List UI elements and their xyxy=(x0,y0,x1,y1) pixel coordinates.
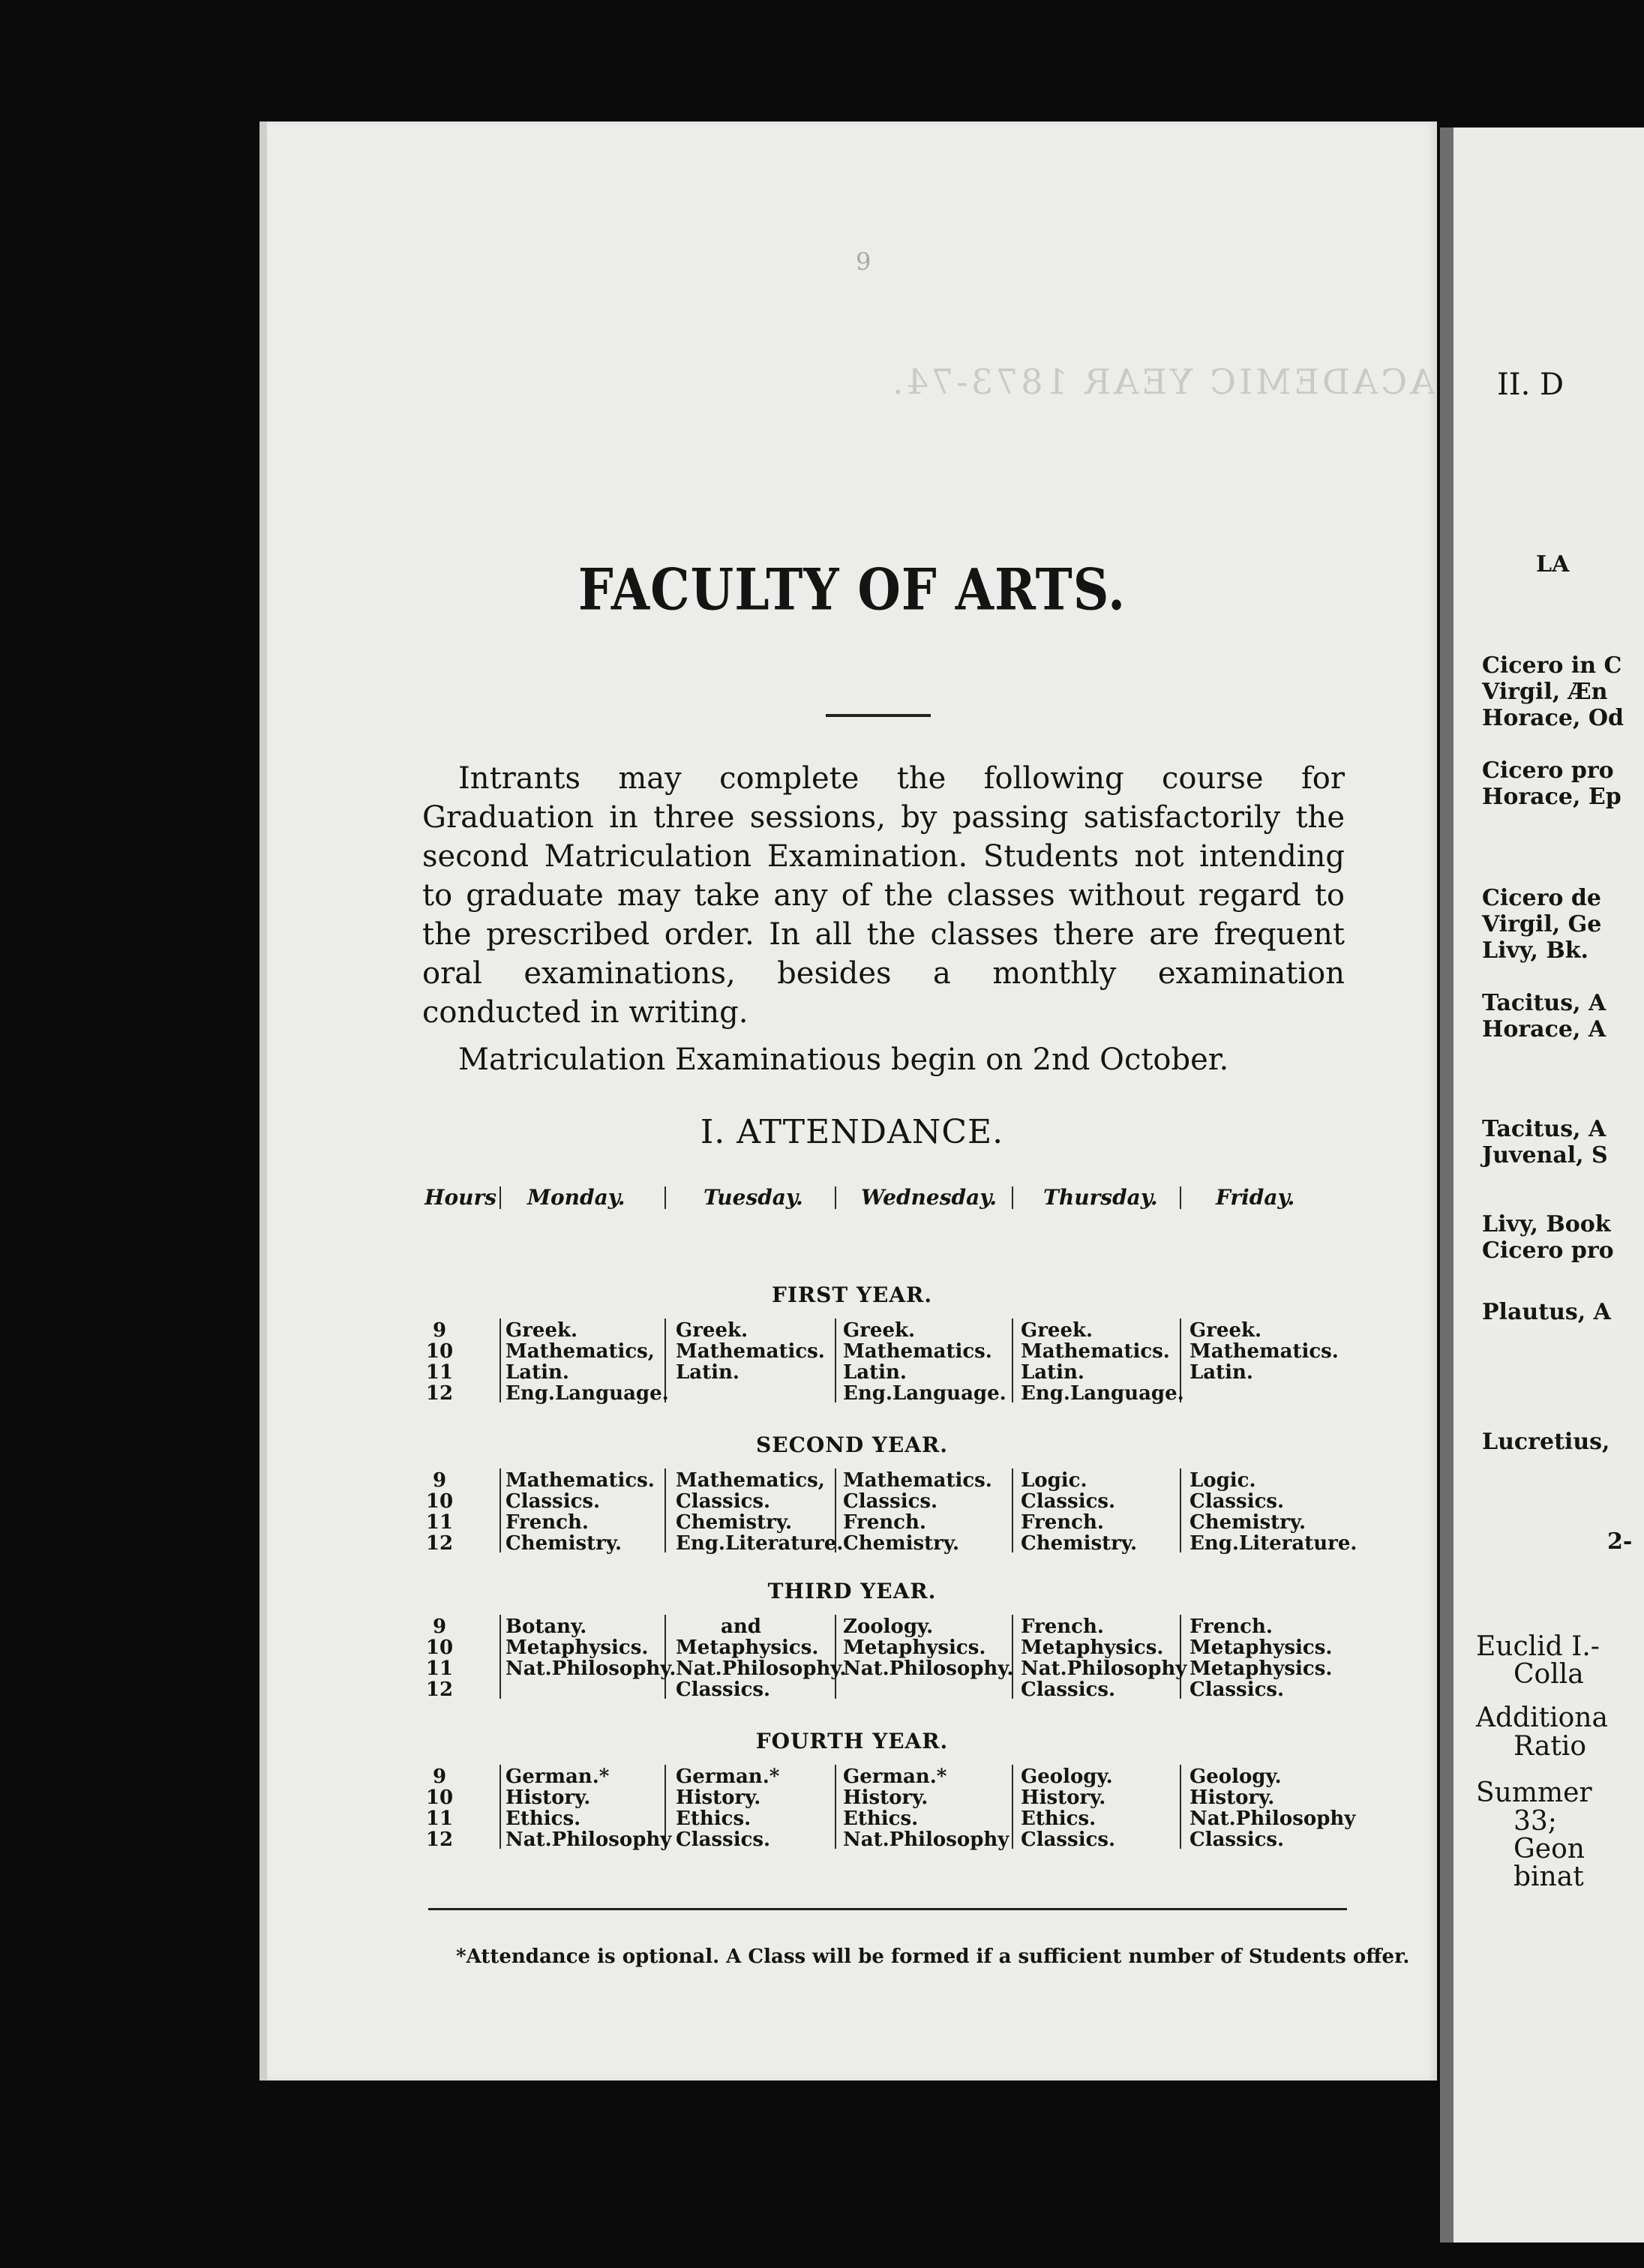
timetable-cell: Classics. xyxy=(1021,1490,1116,1513)
day-header-tuesday: Tuesday. xyxy=(704,1185,803,1210)
header-divider xyxy=(664,1186,666,1209)
timetable-cell: Mathematics. xyxy=(1190,1340,1339,1363)
column-divider xyxy=(1180,1615,1181,1699)
table-bottom-rule xyxy=(428,1908,1347,1910)
timetable-cell: Classics. xyxy=(676,1678,771,1701)
hour-label: 11 xyxy=(425,1808,454,1830)
timetable-cell: Greek. xyxy=(676,1319,748,1342)
timetable-cell: Metaphysics. xyxy=(1021,1636,1164,1659)
column-divider xyxy=(500,1765,501,1849)
adjacent-line: Virgil, Ge xyxy=(1482,911,1602,938)
timetable-cell: Zoology. xyxy=(843,1616,934,1638)
timetable-cell: Nat.Philosophy. xyxy=(843,1658,1014,1680)
timetable-cell: Greek. xyxy=(1190,1319,1262,1342)
timetable-cell: Metaphysics. xyxy=(1190,1636,1333,1659)
column-divider xyxy=(500,1318,501,1402)
timetable-cell: Geology. xyxy=(1021,1766,1113,1788)
hours-header: Hours xyxy=(424,1185,497,1210)
attendance-timetable xyxy=(267,122,1437,2080)
intro-text: Intrants may complete the following course for Graduation in three sessions, by passing satisfactorily the second Matriculation Examination. Students not intending to graduate may take any of the classes without regard to the prescribed order. In all the classes there are frequent oral examinations, besides a monthly examination conducted in writing. xyxy=(422,761,1345,1030)
hour-label: 10 xyxy=(425,1636,454,1659)
adjacent-line: Horace, A xyxy=(1482,1016,1606,1042)
hour-label: 12 xyxy=(425,1382,454,1405)
timetable-cell: Latin. xyxy=(676,1361,740,1384)
header-divider xyxy=(835,1186,836,1209)
adjacent-line: Tacitus, A xyxy=(1482,990,1606,1016)
hour-label: 9 xyxy=(432,1469,447,1492)
timetable-cell: Nat.Philosophy xyxy=(843,1828,1010,1851)
timetable-cell: German.* xyxy=(843,1766,947,1788)
timetable-cell: Classics. xyxy=(1190,1828,1285,1851)
timetable-cell: Classics. xyxy=(506,1490,601,1513)
timetable-cell: French. xyxy=(1021,1511,1104,1534)
footnote: *Attendance is optional. A Class will be formed if a sufficient number of Students offer. xyxy=(456,1946,1410,1968)
timetable-cell: German.* xyxy=(676,1766,780,1788)
column-divider xyxy=(1012,1318,1013,1402)
timetable-cell: Logic. xyxy=(1021,1469,1088,1492)
hour-label: 11 xyxy=(425,1511,454,1534)
column-divider xyxy=(1012,1765,1013,1849)
adjacent-line: Tacitus, A xyxy=(1482,1116,1606,1142)
hour-label: 11 xyxy=(425,1361,454,1384)
timetable-cell: Classics. xyxy=(1190,1678,1285,1701)
day-header-thursday: Thursday. xyxy=(1043,1185,1158,1210)
timetable-cell: Ethics. xyxy=(843,1808,919,1830)
timetable-cell: Mathematics. xyxy=(843,1469,992,1492)
adjacent-line: Cicero pro xyxy=(1482,758,1614,784)
timetable-cell: Mathematics. xyxy=(1021,1340,1170,1363)
timetable-cell: French. xyxy=(506,1511,589,1534)
column-divider xyxy=(664,1615,666,1699)
timetable-cell: Metaphysics. xyxy=(1190,1658,1333,1680)
column-divider xyxy=(835,1318,836,1402)
adjacent-line: 33; xyxy=(1514,1806,1557,1837)
hour-label: 10 xyxy=(425,1340,454,1363)
column-divider xyxy=(1012,1468,1013,1552)
hour-label: 9 xyxy=(432,1616,447,1638)
matriculation-note: Matriculation Examinatious begin on 2nd October. xyxy=(458,1042,1229,1077)
timetable-cell: History. xyxy=(843,1786,928,1809)
header-divider xyxy=(500,1186,501,1209)
adjacent-line: Horace, Ep xyxy=(1482,784,1622,810)
adjacent-line: Plautus, A xyxy=(1482,1299,1611,1325)
adjacent-line: Cicero de xyxy=(1482,885,1601,911)
adjacent-line: LA xyxy=(1536,551,1570,578)
hour-label: 11 xyxy=(425,1658,454,1680)
timetable-cell: Botany. xyxy=(506,1616,587,1638)
timetable-cell: Nat.Philosophy xyxy=(506,1828,672,1851)
year-heading: THIRD YEAR. xyxy=(767,1579,937,1604)
timetable-cell: Greek. xyxy=(506,1319,578,1342)
timetable-cell: Eng.Language. xyxy=(506,1382,669,1405)
timetable-cell: Mathematics, xyxy=(506,1340,655,1363)
timetable-cell: Greek. xyxy=(1021,1319,1094,1342)
timetable-cell: Nat.Philosophy xyxy=(1021,1658,1187,1680)
header-divider xyxy=(1180,1186,1181,1209)
timetable-cell: History. xyxy=(676,1786,761,1809)
adjacent-line: Cicero in C xyxy=(1482,652,1622,679)
timetable-cell: Classics. xyxy=(676,1828,771,1851)
timetable-cell: Classics. xyxy=(1190,1490,1285,1513)
timetable-cell: French. xyxy=(1021,1616,1104,1638)
hour-label: 12 xyxy=(425,1678,454,1701)
adjacent-line: Additiona xyxy=(1476,1702,1608,1733)
timetable-cell: History. xyxy=(506,1786,591,1809)
adjacent-line: Summer xyxy=(1476,1778,1592,1808)
timetable-cell: Eng.Language. xyxy=(843,1382,1006,1405)
timetable-cell: Chemistry. xyxy=(1190,1511,1306,1534)
column-divider xyxy=(1180,1765,1181,1849)
timetable-cell: Classics. xyxy=(1021,1678,1116,1701)
timetable-cell: Greek. xyxy=(843,1319,916,1342)
timetable-cell: Mathematics, xyxy=(676,1469,825,1492)
adjacent-line: Cicero pro xyxy=(1482,1238,1614,1264)
timetable-cell: Nat.Philosophy xyxy=(1190,1808,1356,1830)
timetable-cell: and xyxy=(721,1616,761,1638)
timetable-cell: Metaphysics. xyxy=(506,1636,649,1659)
timetable-cell: Ethics. xyxy=(1021,1808,1096,1830)
timetable-cell: Chemistry. xyxy=(843,1532,960,1555)
page-number: 9 xyxy=(856,248,872,276)
hour-label: 12 xyxy=(425,1532,454,1555)
page-title: FACULTY OF ARTS. xyxy=(578,556,1126,623)
timetable-cell: Metaphysics. xyxy=(676,1636,819,1659)
adjacent-line: Horace, Od xyxy=(1482,705,1624,731)
adjacent-line: Livy, Book xyxy=(1482,1211,1611,1238)
timetable-cell: Ethics. xyxy=(506,1808,581,1830)
adjacent-line: Juvenal, S xyxy=(1482,1142,1608,1168)
timetable-cell: Chemistry. xyxy=(506,1532,622,1555)
column-divider xyxy=(500,1615,501,1699)
timetable-cell: Chemistry. xyxy=(1021,1532,1138,1555)
timetable-cell: Ethics. xyxy=(676,1808,752,1830)
timetable-cell: German.* xyxy=(506,1766,610,1788)
hour-label: 10 xyxy=(425,1786,454,1809)
day-header-monday: Monday. xyxy=(527,1185,626,1210)
adjacent-line: Euclid I.- xyxy=(1476,1631,1600,1662)
timetable-cell: Eng.Language. xyxy=(1021,1382,1184,1405)
adjacent-line: Geon xyxy=(1514,1834,1585,1864)
timetable-cell: Metaphysics. xyxy=(843,1636,986,1659)
timetable-cell: Latin. xyxy=(506,1361,569,1384)
timetable-cell: Geology. xyxy=(1190,1766,1282,1788)
year-heading: FOURTH YEAR. xyxy=(755,1729,949,1754)
timetable-cell: Eng.Literature. xyxy=(1190,1532,1358,1555)
adjacent-line: Ratio xyxy=(1514,1731,1587,1762)
timetable-cell: Nat.Philosophy. xyxy=(506,1658,676,1680)
day-header-wednesday: Wednesday. xyxy=(861,1185,998,1210)
header-divider xyxy=(1012,1186,1013,1209)
timetable-cell: Latin. xyxy=(1190,1361,1253,1384)
column-divider xyxy=(500,1468,501,1552)
column-divider xyxy=(1012,1615,1013,1699)
timetable-cell: Eng.Literature. xyxy=(676,1532,844,1555)
hour-label: 10 xyxy=(425,1490,454,1513)
timetable-cell: French. xyxy=(843,1511,926,1534)
hour-label: 9 xyxy=(432,1319,447,1342)
adjacent-line: binat xyxy=(1514,1862,1584,1892)
adjacent-line: Lucretius, xyxy=(1482,1429,1610,1455)
day-header-friday: Friday. xyxy=(1216,1185,1295,1210)
column-divider xyxy=(835,1765,836,1849)
hour-label: 12 xyxy=(425,1828,454,1851)
adjacent-line: Livy, Bk. xyxy=(1482,938,1588,964)
year-heading: FIRST YEAR. xyxy=(771,1282,933,1307)
timetable-cell: Chemistry. xyxy=(676,1511,793,1534)
timetable-cell: History. xyxy=(1190,1786,1275,1809)
timetable-cell: History. xyxy=(1021,1786,1106,1809)
timetable-cell: Classics. xyxy=(1021,1828,1116,1851)
timetable-cell: French. xyxy=(1190,1616,1273,1638)
document-page xyxy=(260,122,1437,2080)
column-divider xyxy=(664,1468,666,1552)
timetable-cell: Logic. xyxy=(1190,1469,1256,1492)
adjacent-line: Virgil, Æn xyxy=(1482,679,1608,705)
hour-label: 9 xyxy=(432,1766,447,1788)
adjacent-line: Colla xyxy=(1514,1659,1584,1690)
column-divider xyxy=(835,1615,836,1699)
timetable-cell: Mathematics. xyxy=(506,1469,655,1492)
bleed-through-text: ACADEMIC YEAR 1873-74. xyxy=(890,362,1436,402)
adjacent-heading: II. D xyxy=(1497,368,1564,402)
timetable-cell: Classics. xyxy=(843,1490,938,1513)
timetable-cell: Latin. xyxy=(843,1361,907,1384)
section-title: I. ATTENDANCE. xyxy=(700,1113,1004,1151)
timetable-cell: Latin. xyxy=(1021,1361,1084,1384)
column-divider xyxy=(1180,1468,1181,1552)
adjacent-page xyxy=(1440,128,1644,2242)
timetable-cell: Nat.Philosophy. xyxy=(676,1658,847,1680)
timetable-cell: Classics. xyxy=(676,1490,771,1513)
year-heading: SECOND YEAR. xyxy=(756,1432,948,1457)
timetable-cell: Mathematics. xyxy=(843,1340,992,1363)
timetable-cell: Mathematics. xyxy=(676,1340,825,1363)
adjacent-line: 2- xyxy=(1607,1528,1633,1555)
